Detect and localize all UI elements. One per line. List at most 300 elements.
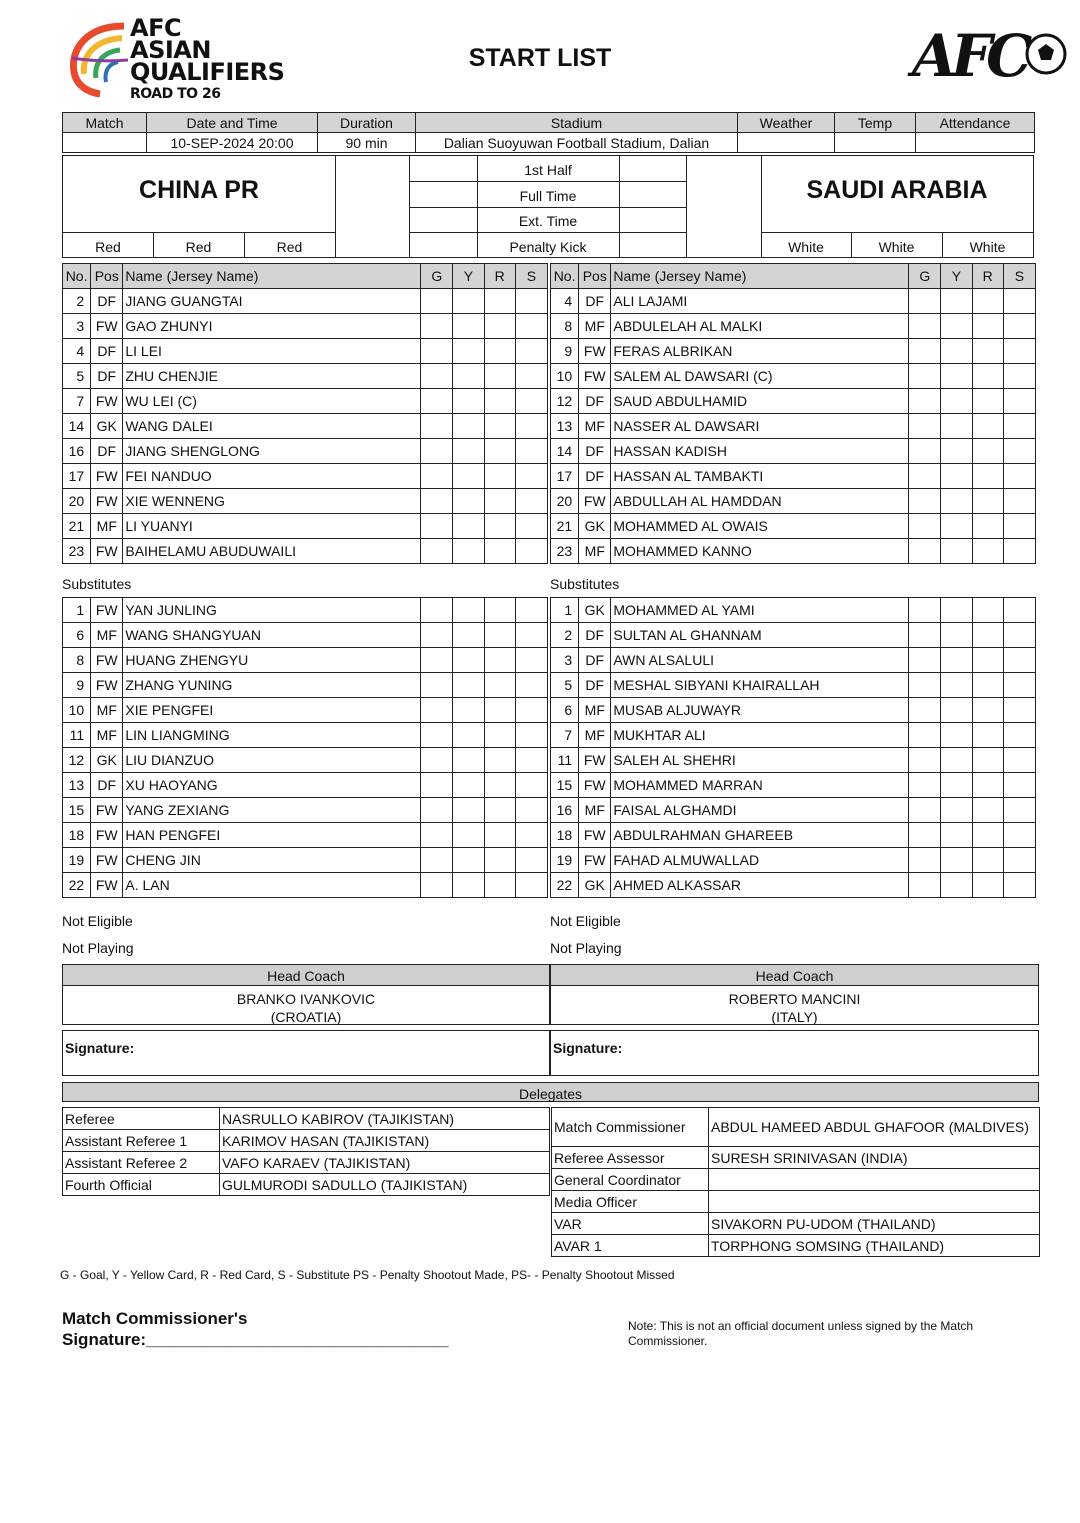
red-card-cell bbox=[484, 289, 515, 314]
player-position: MF bbox=[91, 514, 123, 539]
yellow-card-cell bbox=[941, 673, 972, 698]
player-number: 11 bbox=[63, 723, 91, 748]
player-number: 8 bbox=[63, 648, 91, 673]
yellow-card-cell bbox=[453, 648, 484, 673]
yellow-card-cell bbox=[941, 364, 972, 389]
player-number: 3 bbox=[551, 648, 579, 673]
player-name: GAO ZHUNYI bbox=[123, 314, 421, 339]
red-card-cell bbox=[484, 489, 515, 514]
home-team-name: CHINA PR bbox=[139, 176, 259, 204]
player-name: ABDULELAH AL MALKI bbox=[611, 314, 909, 339]
red-card-cell bbox=[972, 648, 1003, 673]
match-header: Match bbox=[63, 113, 147, 133]
football-icon bbox=[1024, 32, 1068, 76]
player-position: DF bbox=[91, 439, 123, 464]
red-card-cell bbox=[972, 489, 1003, 514]
player-row bbox=[63, 598, 548, 623]
yellow-card-cell bbox=[941, 623, 972, 648]
player-row bbox=[63, 339, 548, 364]
away_starters-table bbox=[550, 263, 1036, 564]
player-number: 19 bbox=[63, 848, 91, 873]
substitute-cell bbox=[1003, 873, 1035, 898]
player-position: DF bbox=[579, 623, 611, 648]
player-number: 23 bbox=[63, 539, 91, 564]
player-name: SAUD ABDULHAMID bbox=[611, 389, 909, 414]
away-kit-shorts: White bbox=[878, 239, 915, 255]
goal-cell bbox=[421, 823, 453, 848]
yellow-card-cell bbox=[453, 623, 484, 648]
player-header-row bbox=[551, 264, 1036, 289]
player-row bbox=[63, 414, 548, 439]
delegate-role: Fourth Official bbox=[63, 1174, 220, 1196]
player-row bbox=[63, 364, 548, 389]
home-head-coach-header: Head Coach bbox=[62, 964, 550, 986]
player-name: HUANG ZHENGYU bbox=[123, 648, 421, 673]
away-kit-socks: White bbox=[969, 239, 1006, 255]
yellow-card-cell bbox=[453, 289, 484, 314]
player-position: MF bbox=[579, 723, 611, 748]
player-name: LI LEI bbox=[123, 339, 421, 364]
substitute-cell bbox=[1003, 364, 1035, 389]
player-name: A. LAN bbox=[123, 873, 421, 898]
delegate-name: ABDUL HAMEED ABDUL GHAFOOR (MALDIVES) bbox=[709, 1108, 1040, 1147]
afc-logo bbox=[912, 22, 1072, 90]
home-kit-shorts: Red bbox=[185, 239, 212, 255]
player-number: 2 bbox=[63, 289, 91, 314]
player-col-header: Y bbox=[453, 264, 484, 289]
player-position: MF bbox=[91, 723, 123, 748]
red-card-cell bbox=[484, 389, 515, 414]
red-card-cell bbox=[972, 698, 1003, 723]
player-position: FW bbox=[91, 314, 123, 339]
player-number: 4 bbox=[63, 339, 91, 364]
player-number: 19 bbox=[551, 848, 579, 873]
player-number: 14 bbox=[551, 439, 579, 464]
player-position: DF bbox=[579, 673, 611, 698]
player-number: 22 bbox=[63, 873, 91, 898]
goal-cell bbox=[421, 648, 453, 673]
substitute-cell bbox=[1003, 773, 1035, 798]
delegate-row bbox=[63, 1130, 550, 1152]
yellow-card-cell bbox=[941, 773, 972, 798]
goal-cell bbox=[909, 773, 941, 798]
delegates_right-table bbox=[551, 1107, 1040, 1257]
red-card-cell bbox=[484, 698, 515, 723]
red-card-cell bbox=[972, 389, 1003, 414]
player-name: MOHAMMED KANNO bbox=[611, 539, 909, 564]
goal-cell bbox=[421, 673, 453, 698]
player-name: AWN ALSALULI bbox=[611, 648, 909, 673]
goal-cell bbox=[909, 623, 941, 648]
red-card-cell bbox=[484, 598, 515, 623]
player-number: 18 bbox=[551, 823, 579, 848]
player-row bbox=[63, 673, 548, 698]
player-position: DF bbox=[579, 289, 611, 314]
yellow-card-cell bbox=[941, 748, 972, 773]
official-note-line2: Commissioner. bbox=[628, 1334, 708, 1348]
player-col-header: Pos bbox=[91, 264, 123, 289]
commissioner-signature-line2: Signature:________________________________ bbox=[62, 1330, 449, 1349]
red-card-cell bbox=[972, 464, 1003, 489]
player-name: WU LEI (C) bbox=[123, 389, 421, 414]
home-not-playing-label: Not Playing bbox=[62, 940, 134, 956]
yellow-card-cell bbox=[453, 389, 484, 414]
yellow-card-cell bbox=[453, 464, 484, 489]
delegate-row bbox=[552, 1235, 1040, 1257]
delegate-row bbox=[552, 1191, 1040, 1213]
red-card-cell bbox=[972, 623, 1003, 648]
delegate-name: SURESH SRINIVASAN (INDIA) bbox=[709, 1147, 1040, 1169]
yellow-card-cell bbox=[453, 773, 484, 798]
legend-text: G - Goal, Y - Yellow Card, R - Red Card, S - Substitute PS - Penalty Shootout Made, PS- - Penalty Shootout Missed bbox=[60, 1268, 675, 1282]
yellow-card-cell bbox=[453, 539, 484, 564]
player-name: ALI LAJAMI bbox=[611, 289, 909, 314]
delegate-name: KARIMOV HASAN (TAJIKISTAN) bbox=[220, 1130, 550, 1152]
yellow-card-cell bbox=[941, 648, 972, 673]
player-name: WANG SHANGYUAN bbox=[123, 623, 421, 648]
player-number: 8 bbox=[551, 314, 579, 339]
player-position: GK bbox=[91, 414, 123, 439]
away-coach-name: ROBERTO MANCINI bbox=[728, 991, 861, 1007]
red-card-cell bbox=[972, 539, 1003, 564]
goal-cell bbox=[909, 464, 941, 489]
substitute-cell bbox=[515, 773, 547, 798]
delegate-row bbox=[552, 1169, 1040, 1191]
attendance-value bbox=[916, 133, 1035, 153]
player-number: 6 bbox=[551, 698, 579, 723]
player-number: 9 bbox=[551, 339, 579, 364]
red-card-cell bbox=[972, 673, 1003, 698]
player-row bbox=[63, 539, 548, 564]
substitute-cell bbox=[1003, 698, 1035, 723]
player-name: CHENG JIN bbox=[123, 848, 421, 873]
goal-cell bbox=[909, 823, 941, 848]
player-position: FW bbox=[91, 489, 123, 514]
player-number: 14 bbox=[63, 414, 91, 439]
player-row bbox=[63, 723, 548, 748]
logo-line-afc: AFC bbox=[130, 14, 182, 42]
player-position: GK bbox=[579, 598, 611, 623]
player-row bbox=[63, 773, 548, 798]
away-signature-label: Signature: bbox=[553, 1040, 623, 1056]
substitute-cell bbox=[1003, 723, 1035, 748]
ext-time-label: Ext. Time bbox=[518, 213, 578, 229]
player-position: MF bbox=[579, 798, 611, 823]
player-row bbox=[63, 314, 548, 339]
player-number: 20 bbox=[63, 489, 91, 514]
yellow-card-cell bbox=[941, 389, 972, 414]
penalty-kick-label: Penalty Kick bbox=[509, 239, 587, 255]
player-row bbox=[63, 873, 548, 898]
goal-cell bbox=[421, 848, 453, 873]
home-signature-box[interactable] bbox=[62, 1030, 550, 1076]
player-position: DF bbox=[91, 364, 123, 389]
substitute-cell bbox=[515, 823, 547, 848]
delegate-row bbox=[63, 1152, 550, 1174]
red-card-cell bbox=[484, 798, 515, 823]
red-card-cell bbox=[972, 339, 1003, 364]
delegate-name: GULMURODI SADULLO (TAJIKISTAN) bbox=[220, 1174, 550, 1196]
player-position: FW bbox=[91, 464, 123, 489]
red-card-cell bbox=[484, 648, 515, 673]
yellow-card-cell bbox=[453, 873, 484, 898]
delegates_left-table bbox=[62, 1107, 550, 1196]
player-position: FW bbox=[91, 823, 123, 848]
player-position: DF bbox=[91, 773, 123, 798]
player-row bbox=[63, 289, 548, 314]
player-position: DF bbox=[579, 389, 611, 414]
player-position: FW bbox=[91, 848, 123, 873]
goal-cell bbox=[421, 698, 453, 723]
substitute-cell bbox=[515, 364, 547, 389]
yellow-card-cell bbox=[941, 723, 972, 748]
yellow-card-cell bbox=[941, 489, 972, 514]
player-position: MF bbox=[91, 623, 123, 648]
substitute-cell bbox=[515, 673, 547, 698]
afc-asian-qualifiers-logo bbox=[66, 16, 306, 106]
temp-header: Temp bbox=[835, 113, 916, 133]
player-position: FW bbox=[579, 489, 611, 514]
goal-cell bbox=[909, 489, 941, 514]
player-row bbox=[63, 798, 548, 823]
yellow-card-cell bbox=[453, 598, 484, 623]
player-position: MF bbox=[579, 414, 611, 439]
red-card-cell bbox=[484, 539, 515, 564]
player-name: MUSAB ALJUWAYR bbox=[611, 698, 909, 723]
player-name: YAN JUNLING bbox=[123, 598, 421, 623]
delegate-name: SIVAKORN PU-UDOM (THAILAND) bbox=[709, 1213, 1040, 1235]
player-number: 23 bbox=[551, 539, 579, 564]
red-card-cell bbox=[484, 414, 515, 439]
player-number: 20 bbox=[551, 489, 579, 514]
delegate-name bbox=[709, 1169, 1040, 1191]
goal-cell bbox=[909, 414, 941, 439]
player-name: FAISAL ALGHAMDI bbox=[611, 798, 909, 823]
player-col-header: G bbox=[421, 264, 453, 289]
player-row bbox=[551, 723, 1036, 748]
goal-cell bbox=[909, 289, 941, 314]
home_starters-table bbox=[62, 263, 548, 564]
player-col-header: Name (Jersey Name) bbox=[611, 264, 909, 289]
date-time-value: 10-SEP-2024 20:00 bbox=[147, 133, 318, 153]
player-name: SULTAN AL GHANNAM bbox=[611, 623, 909, 648]
delegate-row bbox=[552, 1147, 1040, 1169]
substitute-cell bbox=[1003, 598, 1035, 623]
goal-cell bbox=[909, 648, 941, 673]
goal-cell bbox=[421, 314, 453, 339]
player-row bbox=[551, 514, 1036, 539]
player-position: MF bbox=[579, 698, 611, 723]
red-card-cell bbox=[484, 848, 515, 873]
red-card-cell bbox=[484, 773, 515, 798]
delegate-name: NASRULLO KABIROV (TAJIKISTAN) bbox=[220, 1108, 550, 1130]
player-name: LI YUANYI bbox=[123, 514, 421, 539]
goal-cell bbox=[909, 873, 941, 898]
goal-cell bbox=[909, 314, 941, 339]
goal-cell bbox=[421, 389, 453, 414]
player-row bbox=[63, 489, 548, 514]
red-card-cell bbox=[972, 723, 1003, 748]
substitute-cell bbox=[1003, 623, 1035, 648]
weather-value bbox=[738, 133, 835, 153]
away-coach-country: (ITALY) bbox=[771, 1009, 818, 1025]
player-number: 1 bbox=[551, 598, 579, 623]
substitute-cell bbox=[1003, 823, 1035, 848]
away-head-coach-header: Head Coach bbox=[550, 964, 1039, 986]
player-name: MESHAL SIBYANI KHAIRALLAH bbox=[611, 673, 909, 698]
player-row bbox=[551, 489, 1036, 514]
player-position: FW bbox=[91, 648, 123, 673]
player-name: ABDULRAHMAN GHAREEB bbox=[611, 823, 909, 848]
player-position: MF bbox=[579, 314, 611, 339]
player-number: 17 bbox=[63, 464, 91, 489]
home-coach-country: (CROATIA) bbox=[270, 1009, 342, 1025]
player-name: SALEM AL DAWSARI (C) bbox=[611, 364, 909, 389]
red-card-cell bbox=[972, 364, 1003, 389]
yellow-card-cell bbox=[453, 439, 484, 464]
goal-cell bbox=[909, 848, 941, 873]
delegate-name: VAFO KARAEV (TAJIKISTAN) bbox=[220, 1152, 550, 1174]
player-name: LIN LIANGMING bbox=[123, 723, 421, 748]
red-card-cell bbox=[484, 623, 515, 648]
player-position: FW bbox=[91, 798, 123, 823]
goal-cell bbox=[421, 414, 453, 439]
yellow-card-cell bbox=[941, 439, 972, 464]
substitute-cell bbox=[515, 723, 547, 748]
goal-cell bbox=[909, 598, 941, 623]
player-row bbox=[551, 364, 1036, 389]
match-info-header-row bbox=[63, 113, 1035, 133]
player-col-header: R bbox=[972, 264, 1003, 289]
substitute-cell bbox=[1003, 414, 1035, 439]
goal-cell bbox=[909, 798, 941, 823]
player-name: ZHANG YUNING bbox=[123, 673, 421, 698]
player-row bbox=[63, 514, 548, 539]
player-row bbox=[551, 464, 1036, 489]
home-kit-shirt: Red bbox=[95, 239, 121, 255]
substitute-cell bbox=[1003, 514, 1035, 539]
red-card-cell bbox=[484, 723, 515, 748]
red-card-cell bbox=[484, 823, 515, 848]
substitute-cell bbox=[1003, 748, 1035, 773]
player-number: 10 bbox=[63, 698, 91, 723]
player-row bbox=[551, 698, 1036, 723]
substitute-cell bbox=[1003, 389, 1035, 414]
substitute-cell bbox=[515, 798, 547, 823]
yellow-card-cell bbox=[453, 698, 484, 723]
player-name: HASSAN AL TAMBAKTI bbox=[611, 464, 909, 489]
player-row bbox=[63, 823, 548, 848]
goal-cell bbox=[421, 539, 453, 564]
red-card-cell bbox=[484, 339, 515, 364]
red-card-cell bbox=[484, 748, 515, 773]
delegate-role: Match Commissioner bbox=[552, 1108, 709, 1147]
player-name: AHMED ALKASSAR bbox=[611, 873, 909, 898]
player-col-header: Y bbox=[941, 264, 972, 289]
goal-cell bbox=[421, 489, 453, 514]
player-number: 10 bbox=[551, 364, 579, 389]
temp-value bbox=[835, 133, 916, 153]
player-number: 7 bbox=[551, 723, 579, 748]
yellow-card-cell bbox=[453, 673, 484, 698]
duration-header: Duration bbox=[318, 113, 416, 133]
goal-cell bbox=[421, 873, 453, 898]
delegate-row bbox=[552, 1213, 1040, 1235]
player-row bbox=[551, 314, 1036, 339]
goal-cell bbox=[421, 339, 453, 364]
player-row bbox=[551, 289, 1036, 314]
stadium-value: Dalian Suoyuwan Football Stadium, Dalian bbox=[416, 133, 738, 153]
player-name: MOHAMMED MARRAN bbox=[611, 773, 909, 798]
yellow-card-cell bbox=[941, 798, 972, 823]
yellow-card-cell bbox=[453, 339, 484, 364]
commissioner-signature-block bbox=[62, 1308, 449, 1350]
away-signature-box[interactable] bbox=[550, 1030, 1039, 1076]
player-position: DF bbox=[91, 289, 123, 314]
player-name: ZHU CHENJIE bbox=[123, 364, 421, 389]
player-number: 3 bbox=[63, 314, 91, 339]
delegate-role: AVAR 1 bbox=[552, 1235, 709, 1257]
delegate-role: Assistant Referee 1 bbox=[63, 1130, 220, 1152]
delegate-name bbox=[709, 1191, 1040, 1213]
goal-cell bbox=[909, 673, 941, 698]
full-time-label: Full Time bbox=[519, 188, 577, 204]
goal-cell bbox=[909, 539, 941, 564]
yellow-card-cell bbox=[453, 848, 484, 873]
home-signature-label: Signature: bbox=[65, 1040, 135, 1056]
logo-line-qualifiers: QUALIFIERS bbox=[130, 58, 285, 86]
goal-cell bbox=[421, 514, 453, 539]
player-position: FW bbox=[91, 389, 123, 414]
yellow-card-cell bbox=[453, 798, 484, 823]
player-position: FW bbox=[91, 673, 123, 698]
player-col-header: No. bbox=[551, 264, 579, 289]
substitute-cell bbox=[1003, 489, 1035, 514]
red-card-cell bbox=[484, 314, 515, 339]
delegate-row bbox=[552, 1108, 1040, 1147]
player-name: FERAS ALBRIKAN bbox=[611, 339, 909, 364]
player-number: 7 bbox=[63, 389, 91, 414]
yellow-card-cell bbox=[453, 514, 484, 539]
player-col-header: R bbox=[484, 264, 515, 289]
away-kit-shirt: White bbox=[788, 239, 824, 255]
player-row bbox=[63, 389, 548, 414]
away_subs-table bbox=[550, 597, 1036, 898]
substitute-cell bbox=[1003, 439, 1035, 464]
goal-cell bbox=[909, 698, 941, 723]
substitute-cell bbox=[515, 314, 547, 339]
yellow-card-cell bbox=[941, 339, 972, 364]
player-number: 2 bbox=[551, 623, 579, 648]
player-position: FW bbox=[579, 773, 611, 798]
player-position: FW bbox=[579, 364, 611, 389]
player-number: 12 bbox=[63, 748, 91, 773]
yellow-card-cell bbox=[941, 464, 972, 489]
player-number: 16 bbox=[63, 439, 91, 464]
official-note bbox=[628, 1319, 973, 1349]
player-row bbox=[551, 623, 1036, 648]
logo-line-road: ROAD TO 26 bbox=[130, 86, 221, 102]
goal-cell bbox=[421, 289, 453, 314]
player-position: FW bbox=[91, 598, 123, 623]
player-number: 15 bbox=[551, 773, 579, 798]
player-name: BAIHELAMU ABUDUWAILI bbox=[123, 539, 421, 564]
player-position: FW bbox=[579, 339, 611, 364]
player-col-header: Name (Jersey Name) bbox=[123, 264, 421, 289]
substitute-cell bbox=[515, 698, 547, 723]
red-card-cell bbox=[972, 598, 1003, 623]
red-card-cell bbox=[972, 823, 1003, 848]
